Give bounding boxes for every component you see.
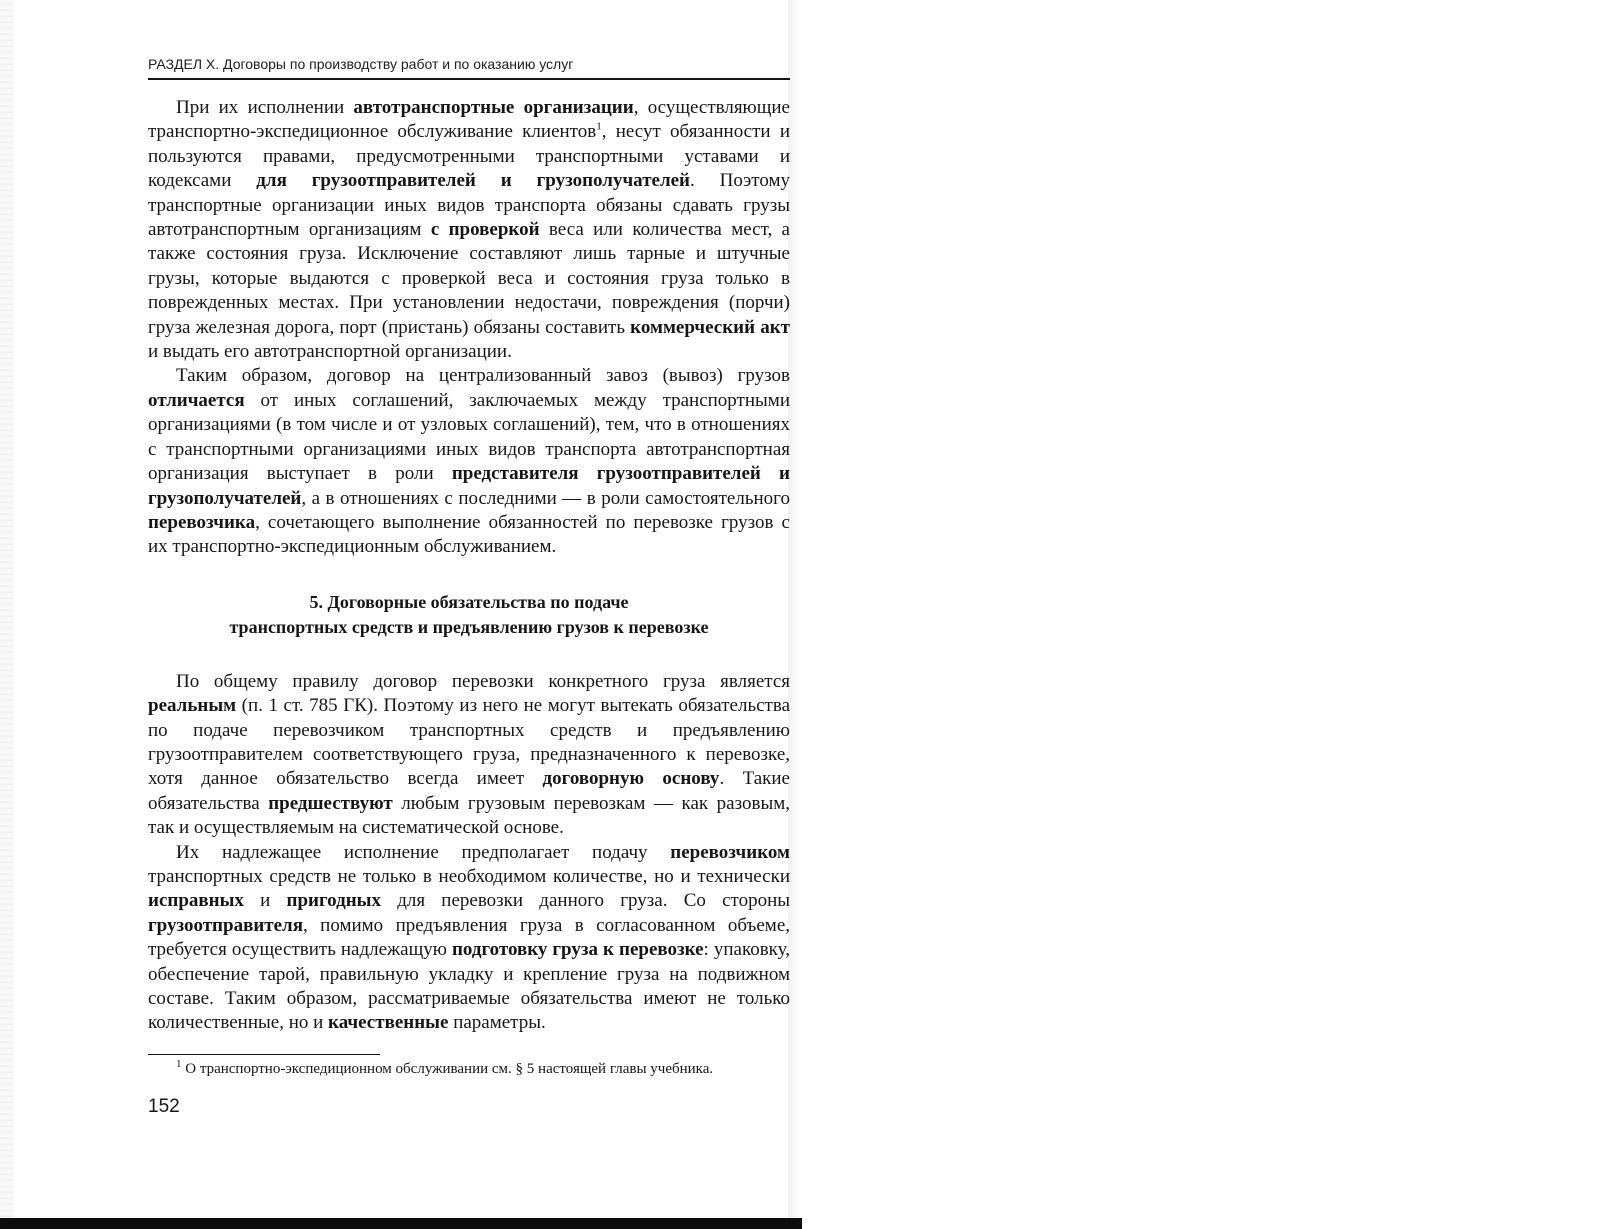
section-heading	[148, 590, 790, 640]
paragraph-1: При их исполнении автотранспортные организации, осуществляющие транспортно-экспедиционное обслуживание клиентов$^1$, несут обязанности и пользуются правами, предусмотренными транспортными уставами и кодексами для грузоотправителей и грузополучателей. Поэтому транспортные организации иных видов транспорта обязаны сдавать грузы автотранспортным организациям с проверкой веса или количества мест, а также состояния груза. Исключение составляют лишь тарные и штучные грузы, которые выдаются с проверкой веса и состояния груза только в поврежденных местах. При установлении недостачи, повреждения (порчи) груза железная дорога, порт (пристань) обязаны составить коммерческий акт и выдать его автотранспортной организации.	[148, 97, 791, 363]
footnote: $^1$ О транспортно-экспедиционном обслуживании см. § 5 настоящей главы учебника.	[176, 1057, 714, 1077]
scan-bottom-edge	[0, 1218, 802, 1229]
footnote-ref: 1	[596, 121, 602, 134]
running-head: РАЗДЕЛ X. Договоры по производству работ и по оказанию услуг	[148, 54, 790, 80]
page-number: 152	[148, 1095, 180, 1117]
paragraph-4: Их надлежащее исполнение предполагает подачу перевозчиком транспортных средств не только в необходимом количестве, но и технически исправных и пригодных для перевозки данного груза. Со стороны грузоотправителя, помимо предъявления груза в согласованном объеме, требуется осуществить надлежащую подготовку груза к перевозке: упаковку, обеспечение тарой, правильную укладку и крепление груза на подвижном составе. Таким образом, рассматриваемые обязательства имеют не только количественные, но и качественные параметры.	[148, 841, 791, 1034]
section-heading-line-1: 5. Договорные обязательства по подаче	[309, 591, 629, 612]
footnote-marker: 1	[176, 1057, 182, 1070]
footnote-divider	[148, 1054, 380, 1055]
paragraph-3: По общему правилу договор перевозки конкретного груза является реальным (п. 1 ст. 785 ГК). Поэтому из него не могут вытекать обязательства по подаче перевозчиком транспортных средств и предъявлению грузоотправителем соответствующего груза, предназначенного к перевозке, хотя данное обязательство всегда имеет договорную основу. Такие обязательства предшествуют любым грузовым перевозкам — как разовым, так и осуществляемым на систематической основе.	[148, 670, 790, 839]
paragraph-2: Таким образом, договор на централизованный завоз (вывоз) грузов отличается от иных соглашений, заключаемых между транспортными организациями (в том числе и от узловых соглашений), тем, что в отношениях с транспортными организациями иных видов транспорта автотранспортная организация выступает в роли представителя грузоотправителей и грузополучателей, а в отношениях с последними — в роли самостоятельного перевозчика, сочетающего выполнение обязанностей по перевозке грузов с их транспортно-экспедиционным обслуживанием.	[148, 365, 791, 558]
scan-gutter	[788, 0, 802, 1229]
scan-left-edge	[0, 0, 14, 1229]
book-page	[148, 54, 790, 1119]
section-heading-line-2: транспортных средств и предъявлению грузов к перевозке	[229, 616, 709, 637]
